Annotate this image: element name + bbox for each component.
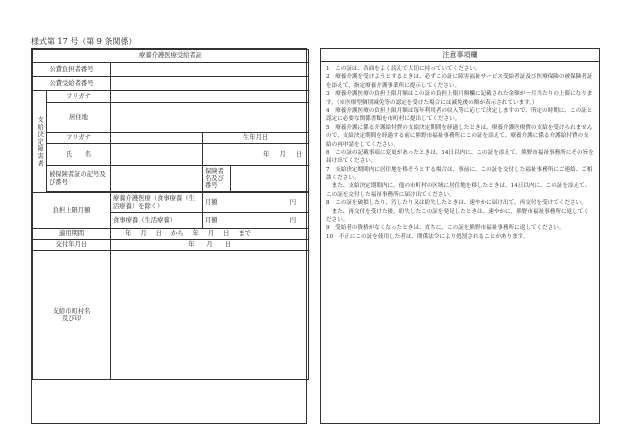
issue-day: 日 bbox=[224, 241, 231, 249]
notice-item: 8 この証を破損したり、汚したり又は紛失したときは、速やかに届け出て、再交付を受けてください。 bbox=[326, 200, 587, 207]
notice-item: また、支給決定期間内に、他の市町村の区域に居住地を移したときは、14日以内に、この証を添えて、この証を交付した福祉事務所に届け出てください。 bbox=[326, 183, 591, 198]
certificate-card bbox=[31, 48, 307, 424]
notice-item: 2 療養介護を受けようとするときは、必ずこの証に障害福祉サービス受給者証及び医療保険の被保険者証を添えて、指定療養介護事業所に提示してください。 bbox=[326, 74, 593, 89]
insured-number-label: 被保険者証の記号及び番号 bbox=[47, 166, 111, 192]
recipient-number-boxes[interactable] bbox=[111, 77, 309, 91]
medical-label: 療養介護医療（食事療養（生活療養）を除く） bbox=[111, 193, 203, 213]
birthdate-label: 生年月日 bbox=[203, 133, 309, 144]
birth-month-unit: 月 bbox=[279, 150, 286, 158]
issuer-label bbox=[33, 251, 111, 380]
form-number: 様式第 17 号（第 9 条関係） bbox=[31, 37, 137, 46]
notice-panel bbox=[320, 48, 600, 424]
name-label: 氏 名 bbox=[47, 144, 111, 166]
issuer-seal-field[interactable] bbox=[111, 251, 309, 380]
until-day: 日 bbox=[223, 230, 230, 238]
limit-label: 負担上限月額 bbox=[33, 193, 111, 229]
card-title: 療養介護医療受給者証 bbox=[33, 50, 309, 63]
until-year: 年 bbox=[192, 230, 199, 238]
payer-number-label: 公費負担者番号 bbox=[33, 63, 111, 77]
insurer-field[interactable] bbox=[231, 166, 309, 192]
notice-item: 1 この証は、各面をよく読んで大切に持っていてください。 bbox=[326, 66, 481, 72]
recipient-number-label: 公費受給者番号 bbox=[33, 77, 111, 91]
notice-item: 4 療養介護医療の負担上限月額は毎年利用者の収入等に応じて決定しますので、所定の時期に、この証と認定に必要な関係書類を市町村に提出してください。 bbox=[326, 107, 593, 123]
issue-date-field[interactable] bbox=[111, 240, 309, 251]
monthly-label-2: 月額 bbox=[205, 216, 218, 224]
until-word: まで bbox=[238, 230, 252, 238]
notice-body bbox=[321, 62, 599, 244]
insured-number-field[interactable] bbox=[111, 166, 203, 192]
from-year: 年 bbox=[125, 230, 132, 238]
period-field[interactable] bbox=[111, 229, 309, 240]
notice-item: 3 療養介護医療の負担上限月額はこの証の負担上限月額欄に記載された金額が一月当たりの上限になります。（※医療型個別減免等の認定を受けた場合には減免後の額が表示されています。） bbox=[326, 91, 593, 106]
until-month: 月 bbox=[207, 230, 215, 238]
period-label: 適用期間 bbox=[33, 229, 111, 240]
furigana-field-name[interactable] bbox=[111, 133, 203, 144]
issue-year: 年 bbox=[188, 241, 195, 249]
address-label: 居住地 bbox=[47, 103, 111, 133]
notice-item: 10 不正にこの証を使用した者は、関係法令により処罰されることがあります。 bbox=[326, 233, 529, 240]
meal-limit-field[interactable] bbox=[203, 213, 309, 229]
notice-item: 5 療養介護に係る介護給付費の支給決定期間を経過したときは、療養介護医療費の支給を受けられませんので、支給決定期間を経過する前に熊野市福祉事務所にこの証を添えて、療養介護に係る介護給付費の支給の再申請をしてください。 bbox=[326, 124, 593, 148]
notice-title: 注意事項欄 bbox=[321, 49, 599, 62]
furigana-field-address[interactable] bbox=[111, 91, 309, 103]
issuer-label-text: 支給市町村名及び印 bbox=[52, 307, 91, 322]
birth-year-unit: 年 bbox=[263, 150, 270, 158]
issue-date-label: 交付年月日 bbox=[33, 240, 111, 251]
notice-item: 7 支給決定期間内に居住地を移そうとする場合は、事前に、この証を交付した福祉事務所にご連絡、ご相談ください。 bbox=[326, 166, 593, 182]
certificate-table bbox=[32, 49, 309, 380]
notice-item: 6 この証の記載事項に変更があったときは、14日以内に、この証を添えて、熊野市福祉事務所にその旨を届け出てください。 bbox=[326, 149, 594, 165]
from-word: から bbox=[170, 230, 184, 238]
name-field[interactable] bbox=[111, 144, 203, 166]
yen-label-2: 円 bbox=[289, 216, 297, 224]
issue-month: 月 bbox=[206, 241, 213, 249]
furigana-label-2: フリガナ bbox=[47, 133, 111, 144]
monthly-label-1: 月額 bbox=[205, 198, 218, 206]
yen-label-1: 円 bbox=[289, 198, 297, 206]
address-field[interactable] bbox=[111, 103, 309, 133]
furigana-label-1: フリガナ bbox=[47, 91, 111, 103]
birth-day-unit: 日 bbox=[295, 150, 303, 158]
from-month: 月 bbox=[140, 230, 147, 238]
meal-label: 食事療養（生活療養） bbox=[111, 213, 203, 229]
birthdate-field[interactable] bbox=[203, 144, 309, 166]
insurer-label: 保険者名及び番号 bbox=[203, 166, 231, 192]
section-label-recipient bbox=[33, 91, 47, 193]
payer-number-boxes[interactable] bbox=[111, 63, 309, 77]
medical-limit-field[interactable] bbox=[203, 193, 309, 213]
from-day: 日 bbox=[155, 230, 162, 238]
section-vertical-text: 支給決定障害者 bbox=[36, 115, 44, 168]
notice-item: また、再交付を受けた後、紛失したこの証を発見したときは、速やかに、熊野市福祉事務所に返してください。 bbox=[326, 208, 589, 224]
notice-item: 9 受給者の資格がなくなったときは、直ちに、この証を熊野市福祉事務所に返してください。 bbox=[326, 225, 565, 232]
